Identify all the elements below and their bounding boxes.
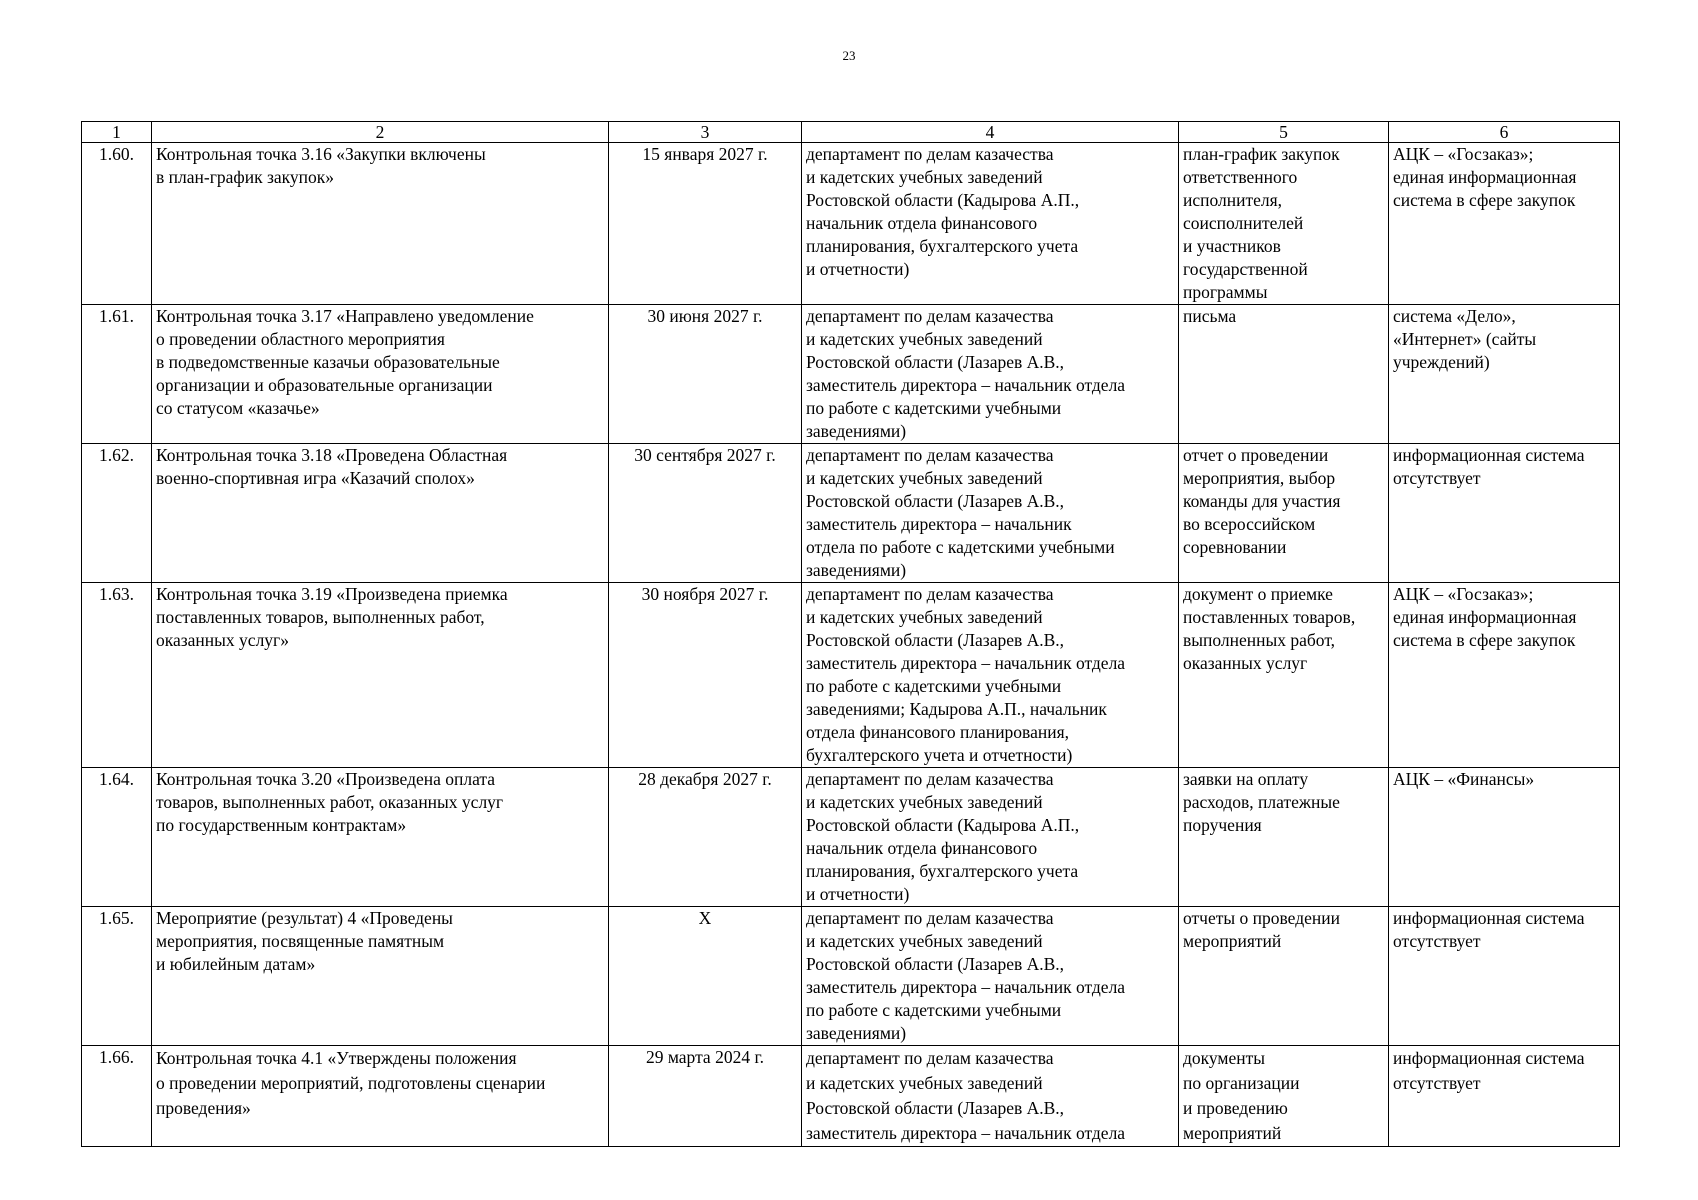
- table-row: [82, 583, 1620, 768]
- row-number: 1.60.: [82, 143, 152, 305]
- header-cell-1: 1: [82, 122, 152, 143]
- event-name: Контрольная точка 4.1 «Утверждены положения о проведении мероприятий, подготовлены сценарии проведения»: [152, 1046, 609, 1147]
- responsible-executor: департамент по делам казачества и кадетских учебных заведений Ростовской области (Лазарев А.В., заместитель директора – начальник отдела по работе с кадетскими учебными заведениями): [802, 444, 1179, 583]
- page-number: 23: [842, 48, 856, 63]
- due-date: 29 марта 2024 г.: [609, 1046, 802, 1147]
- table-row: [82, 305, 1620, 444]
- document-type: отчет о проведении мероприятия, выбор команды для участия во всероссийском соревновании: [1179, 444, 1389, 583]
- header-row: [82, 122, 1620, 143]
- due-date: 30 июня 2027 г.: [609, 305, 802, 444]
- table-row: [82, 907, 1620, 1046]
- event-name: Контрольная точка 3.19 «Произведена приемка поставленных товаров, выполненных работ, оказанных услуг»: [152, 583, 609, 768]
- document-type: письма: [1179, 305, 1389, 444]
- table-row: [82, 143, 1620, 305]
- table-row: [82, 768, 1620, 907]
- document-type: заявки на оплату расходов, платежные поручения: [1179, 768, 1389, 907]
- header-cell-4: 4: [802, 122, 1179, 143]
- row-number: 1.66.: [82, 1046, 152, 1147]
- due-date: 30 сентября 2027 г.: [609, 444, 802, 583]
- row-number: 1.61.: [82, 305, 152, 444]
- responsible-executor: департамент по делам казачества и кадетских учебных заведений Ростовской области (Кадырова А.П., начальник отдела финансового планирования, бухгалтерского учета и отчетности): [802, 143, 1179, 305]
- header-cell-3: 3: [609, 122, 802, 143]
- info-system: информационная система отсутствует: [1389, 444, 1620, 583]
- row-number: 1.64.: [82, 768, 152, 907]
- due-date: 30 ноября 2027 г.: [609, 583, 802, 768]
- event-name: Контрольная точка 3.18 «Проведена Областная военно-спортивная игра «Казачий сполох»: [152, 444, 609, 583]
- info-system: АЦК – «Финансы»: [1389, 768, 1620, 907]
- header-cell-5: 5: [1179, 122, 1389, 143]
- responsible-executor: департамент по делам казачества и кадетских учебных заведений Ростовской области (Лазарев А.В., заместитель директора – начальник отдела по работе с кадетскими учебными заведениями; Кадырова А.П., начальник отдела финансового планирования, бухгалтерского учета и отчетности): [802, 583, 1179, 768]
- table-row: [82, 444, 1620, 583]
- document-type: документы по организации и проведению мероприятий: [1179, 1046, 1389, 1147]
- row-number: 1.62.: [82, 444, 152, 583]
- document-type: план-график закупок ответственного исполнителя, соисполнителей и участников государственной программы: [1179, 143, 1389, 305]
- info-system: система «Дело», «Интернет» (сайты учреждений): [1389, 305, 1620, 444]
- table-row: [82, 1046, 1620, 1147]
- due-date: 15 января 2027 г.: [609, 143, 802, 305]
- event-name: Контрольная точка 3.16 «Закупки включены в план-график закупок»: [152, 143, 609, 305]
- responsible-executor: департамент по делам казачества и кадетских учебных заведений Ростовской области (Кадырова А.П., начальник отдела финансового планирования, бухгалтерского учета и отчетности): [802, 768, 1179, 907]
- header-cell-2: 2: [152, 122, 609, 143]
- responsible-executor: департамент по делам казачества и кадетских учебных заведений Ростовской области (Лазарев А.В., заместитель директора – начальник отдела по работе с кадетскими учебными заведениями): [802, 305, 1179, 444]
- due-date: 28 декабря 2027 г.: [609, 768, 802, 907]
- due-date: Х: [609, 907, 802, 1046]
- plan-table: [81, 121, 1620, 1147]
- document-type: отчеты о проведении мероприятий: [1179, 907, 1389, 1046]
- info-system: информационная система отсутствует: [1389, 907, 1620, 1046]
- event-name: Мероприятие (результат) 4 «Проведены мероприятия, посвященные памятным и юбилейным датам»: [152, 907, 609, 1046]
- info-system: АЦК – «Госзаказ»; единая информационная система в сфере закупок: [1389, 583, 1620, 768]
- info-system: АЦК – «Госзаказ»; единая информационная система в сфере закупок: [1389, 143, 1620, 305]
- document-type: документ о приемке поставленных товаров, выполненных работ, оказанных услуг: [1179, 583, 1389, 768]
- responsible-executor: департамент по делам казачества и кадетских учебных заведений Ростовской области (Лазарев А.В., заместитель директора – начальник отдела по работе с кадетскими учебными заведениями): [802, 907, 1179, 1046]
- responsible-executor: департамент по делам казачества и кадетских учебных заведений Ростовской области (Лазарев А.В., заместитель директора – начальник отдела: [802, 1046, 1179, 1147]
- event-name: Контрольная точка 3.20 «Произведена оплата товаров, выполненных работ, оказанных услуг по государственным контрактам»: [152, 768, 609, 907]
- row-number: 1.63.: [82, 583, 152, 768]
- info-system: информационная система отсутствует: [1389, 1046, 1620, 1147]
- row-number: 1.65.: [82, 907, 152, 1046]
- event-name: Контрольная точка 3.17 «Направлено уведомление о проведении областного мероприятия в подведомственные казачьи образовательные организации и образовательные организации со статусом «казачье»: [152, 305, 609, 444]
- header-cell-6: 6: [1389, 122, 1620, 143]
